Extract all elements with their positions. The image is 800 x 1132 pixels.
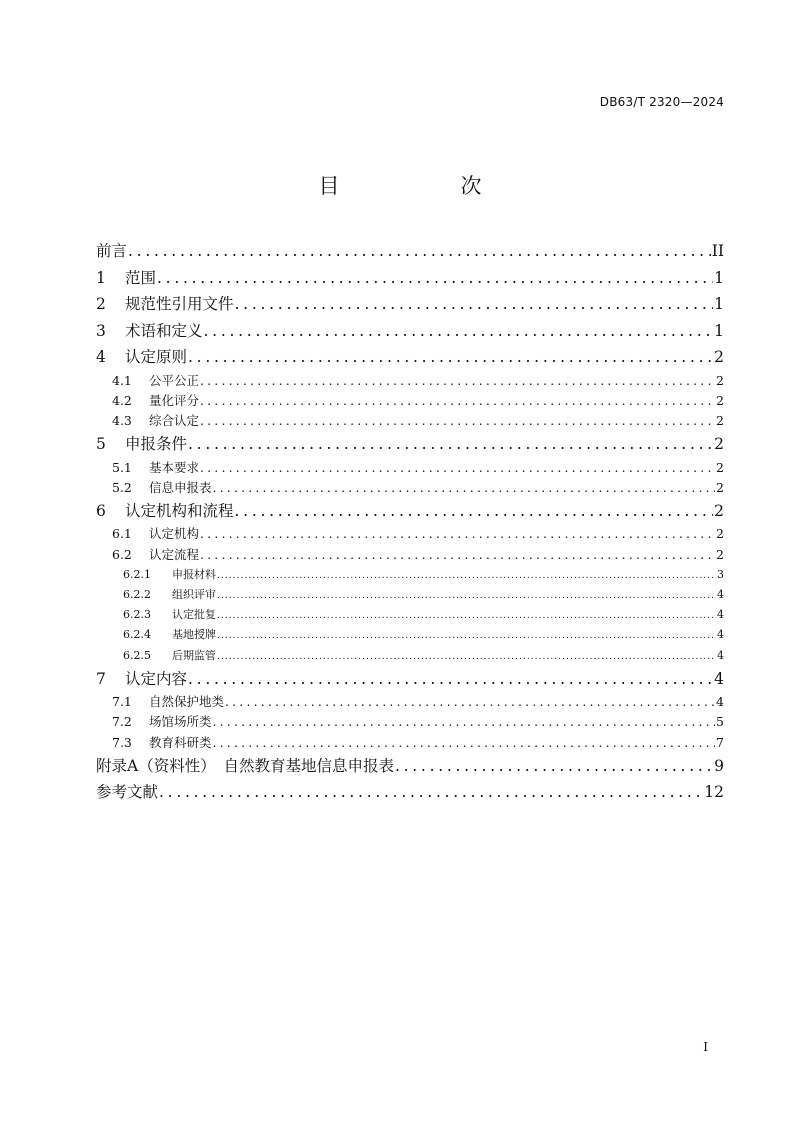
toc-entry-page: 3 — [717, 567, 724, 581]
toc-entry-title: 自然保护地类 — [149, 694, 225, 710]
toc-entry-page: 1 — [714, 321, 724, 340]
toc-entry[interactable] — [96, 565, 724, 585]
toc-entry-page: 4 — [717, 588, 724, 601]
toc-entry-label — [123, 646, 216, 666]
toc-entry-page: 4 — [717, 608, 724, 622]
toc-entry-number: 7.1 — [112, 694, 132, 710]
toc-entry-title: 信息申报表 — [149, 479, 212, 495]
standard-code: DB63/T 2320—2024 — [599, 95, 724, 109]
toc-entry-label — [123, 565, 216, 585]
toc-entry[interactable] — [96, 625, 724, 645]
toc-entry-label — [96, 753, 394, 780]
toc-entry[interactable] — [96, 524, 724, 544]
toc-entry-label — [123, 625, 216, 645]
toc-leader-dots — [200, 411, 715, 431]
toc-entry[interactable] — [96, 478, 724, 498]
toc-entry-number: 6.2.3 — [123, 608, 151, 622]
toc-entry[interactable] — [96, 318, 724, 345]
toc-entry-number: 6.2.5 — [123, 648, 151, 662]
toc-entry[interactable] — [96, 585, 724, 605]
toc-leader-dots — [188, 431, 713, 458]
toc-entry[interactable] — [96, 666, 724, 693]
toc-leader-dots — [188, 666, 713, 693]
toc-entry-title: 前言 — [96, 242, 128, 260]
toc-entry-number: 6.1 — [112, 526, 132, 542]
toc-entry-label — [112, 545, 199, 565]
toc-entry-title: 后期监管 — [172, 648, 216, 662]
toc-entry-title: 公平公正 — [149, 372, 200, 388]
toc-entry-title: 附录A（资料性） 自然教育基地信息申报表 — [96, 756, 394, 775]
toc-leader-dots — [200, 524, 715, 544]
toc-entry-page: 9 — [714, 756, 724, 775]
toc-entry[interactable] — [96, 411, 724, 431]
toc-entry-label — [112, 712, 212, 732]
toc-entry-title: 术语和定义 — [125, 321, 203, 340]
toc-leader-dots — [235, 498, 714, 525]
toc-entry-label — [112, 371, 199, 391]
toc-entry[interactable] — [96, 238, 724, 265]
toc-entry-label — [96, 318, 203, 345]
toc-entry-label — [96, 344, 187, 371]
toc-entry-title: 范围 — [125, 268, 157, 287]
toc-entry[interactable] — [96, 692, 724, 712]
toc-leader-dots — [157, 265, 713, 292]
toc-entry-number: 6.2.2 — [123, 588, 151, 601]
toc-entry-page: 2 — [714, 348, 724, 366]
toc-leader-dots — [217, 626, 716, 646]
toc-entry-label — [96, 498, 234, 525]
toc-entry-title: 量化评分 — [149, 392, 200, 408]
toc-entry-page: II — [711, 242, 724, 260]
toc-entry-number: 4.2 — [112, 392, 132, 408]
toc-entry-number: 3 — [96, 321, 106, 340]
toc-leader-dots — [200, 391, 715, 411]
toc-entry[interactable] — [96, 646, 724, 666]
toc-leader-dots — [217, 647, 716, 667]
toc-entry-label — [96, 666, 187, 693]
toc-entry-title: 认定内容 — [125, 669, 188, 688]
page-number: I — [703, 1040, 708, 1054]
toc-entry[interactable] — [96, 391, 724, 411]
toc-entry-label — [123, 585, 216, 605]
toc-entry-page: 1 — [714, 268, 724, 287]
toc-entry-title: 教育科研类 — [149, 734, 212, 750]
toc-entry-number: 7.3 — [112, 734, 132, 750]
toc-leader-dots — [159, 779, 703, 806]
toc-leader-dots — [204, 318, 714, 345]
toc-entry-label — [96, 265, 156, 292]
toc-entry[interactable] — [96, 458, 724, 478]
toc-leader-dots — [217, 606, 716, 626]
toc-entry-label — [112, 692, 224, 712]
table-of-contents — [96, 238, 724, 806]
toc-entry-page: 2 — [714, 435, 724, 454]
toc-leader-dots — [395, 753, 713, 780]
toc-entry-label — [96, 431, 187, 458]
toc-entry[interactable] — [96, 712, 724, 732]
toc-entry-number: 4.1 — [112, 372, 132, 388]
toc-entry-title: 场馆场所类 — [149, 714, 212, 730]
toc-entry-page: 4 — [717, 648, 724, 662]
toc-entry[interactable] — [96, 291, 724, 318]
toc-entry-label — [112, 411, 199, 431]
toc-entry-label — [112, 733, 212, 753]
toc-entry[interactable] — [96, 753, 724, 780]
toc-entry-title: 申报材料 — [172, 567, 216, 581]
toc-entry[interactable] — [96, 344, 724, 371]
toc-entry-label — [96, 238, 127, 265]
toc-leader-dots — [225, 692, 715, 712]
toc-entry-number: 1 — [96, 268, 106, 287]
toc-entry-number: 5.2 — [112, 479, 132, 495]
toc-leader-dots — [235, 291, 714, 318]
toc-entry-title: 认定原则 — [125, 348, 188, 366]
toc-entry-title: 综合认定 — [149, 412, 200, 428]
toc-entry-page: 4 — [716, 694, 724, 710]
toc-entry-page: 5 — [716, 714, 724, 730]
toc-leader-dots — [200, 545, 715, 565]
toc-entry-page: 2 — [716, 479, 724, 495]
toc-entry-label — [112, 458, 199, 478]
toc-entry[interactable] — [96, 733, 724, 753]
toc-entry-page: 2 — [716, 459, 724, 475]
toc-entry-title: 认定流程 — [149, 546, 200, 562]
toc-entry-number: 4.3 — [112, 412, 132, 428]
toc-entry-page: 4 — [717, 628, 724, 642]
toc-leader-dots — [213, 712, 716, 732]
toc-leader-dots — [217, 566, 716, 586]
toc-entry-title: 申报条件 — [125, 435, 188, 454]
toc-entry-title: 认定批复 — [172, 608, 216, 622]
toc-entry-number: 7.2 — [112, 714, 132, 730]
toc-leader-dots — [200, 458, 715, 478]
toc-leader-dots — [217, 586, 716, 606]
toc-entry-label — [96, 291, 234, 318]
toc-entry[interactable] — [96, 371, 724, 391]
toc-entry[interactable] — [96, 605, 724, 625]
toc-entry-number: 6.2.1 — [123, 567, 151, 581]
toc-entry-page: 2 — [716, 526, 724, 542]
toc-entry-number: 5 — [96, 435, 106, 454]
toc-entry-number: 6 — [96, 501, 106, 520]
toc-entry-title: 基本要求 — [149, 459, 200, 475]
toc-leader-dots — [188, 344, 713, 371]
toc-entry-label — [112, 478, 212, 498]
toc-leader-dots — [200, 371, 715, 391]
toc-entry-title: 规范性引用文件 — [125, 295, 234, 313]
toc-entry-number: 7 — [96, 669, 106, 688]
toc-entry-title: 参考文献 — [96, 783, 159, 802]
toc-leader-dots — [128, 238, 711, 265]
toc-entry-number: 4 — [96, 348, 106, 366]
toc-entry[interactable] — [96, 498, 724, 525]
toc-leader-dots — [213, 733, 716, 753]
toc-entry-number: 5.1 — [112, 459, 132, 475]
page-title: 目 次 — [318, 174, 532, 198]
toc-entry[interactable] — [96, 431, 724, 458]
toc-entry-label — [96, 779, 158, 806]
toc-entry-label — [112, 391, 199, 411]
toc-entry-title: 基地授牌 — [172, 628, 216, 642]
toc-entry-label — [123, 605, 216, 625]
toc-entry-page: 2 — [716, 392, 724, 408]
toc-entry-title: 认定机构和流程 — [125, 501, 234, 520]
toc-entry-page: 2 — [716, 546, 724, 562]
toc-entry[interactable] — [96, 265, 724, 292]
toc-entry[interactable] — [96, 545, 724, 565]
toc-entry[interactable] — [96, 779, 724, 806]
toc-entry-page: 1 — [714, 295, 724, 313]
toc-entry-label — [112, 524, 199, 544]
toc-entry-title: 认定机构 — [149, 526, 200, 542]
toc-leader-dots — [213, 478, 716, 498]
toc-entry-number: 6.2.4 — [123, 628, 151, 642]
toc-entry-page: 4 — [714, 669, 724, 688]
toc-entry-page: 7 — [716, 734, 724, 750]
toc-entry-page: 2 — [716, 372, 724, 388]
toc-entry-page: 2 — [716, 412, 724, 428]
toc-entry-page: 2 — [714, 501, 724, 520]
toc-entry-number: 2 — [96, 295, 106, 313]
toc-entry-number: 6.2 — [112, 546, 132, 562]
toc-entry-page: 12 — [704, 783, 724, 802]
toc-entry-title: 组织评审 — [172, 588, 216, 601]
